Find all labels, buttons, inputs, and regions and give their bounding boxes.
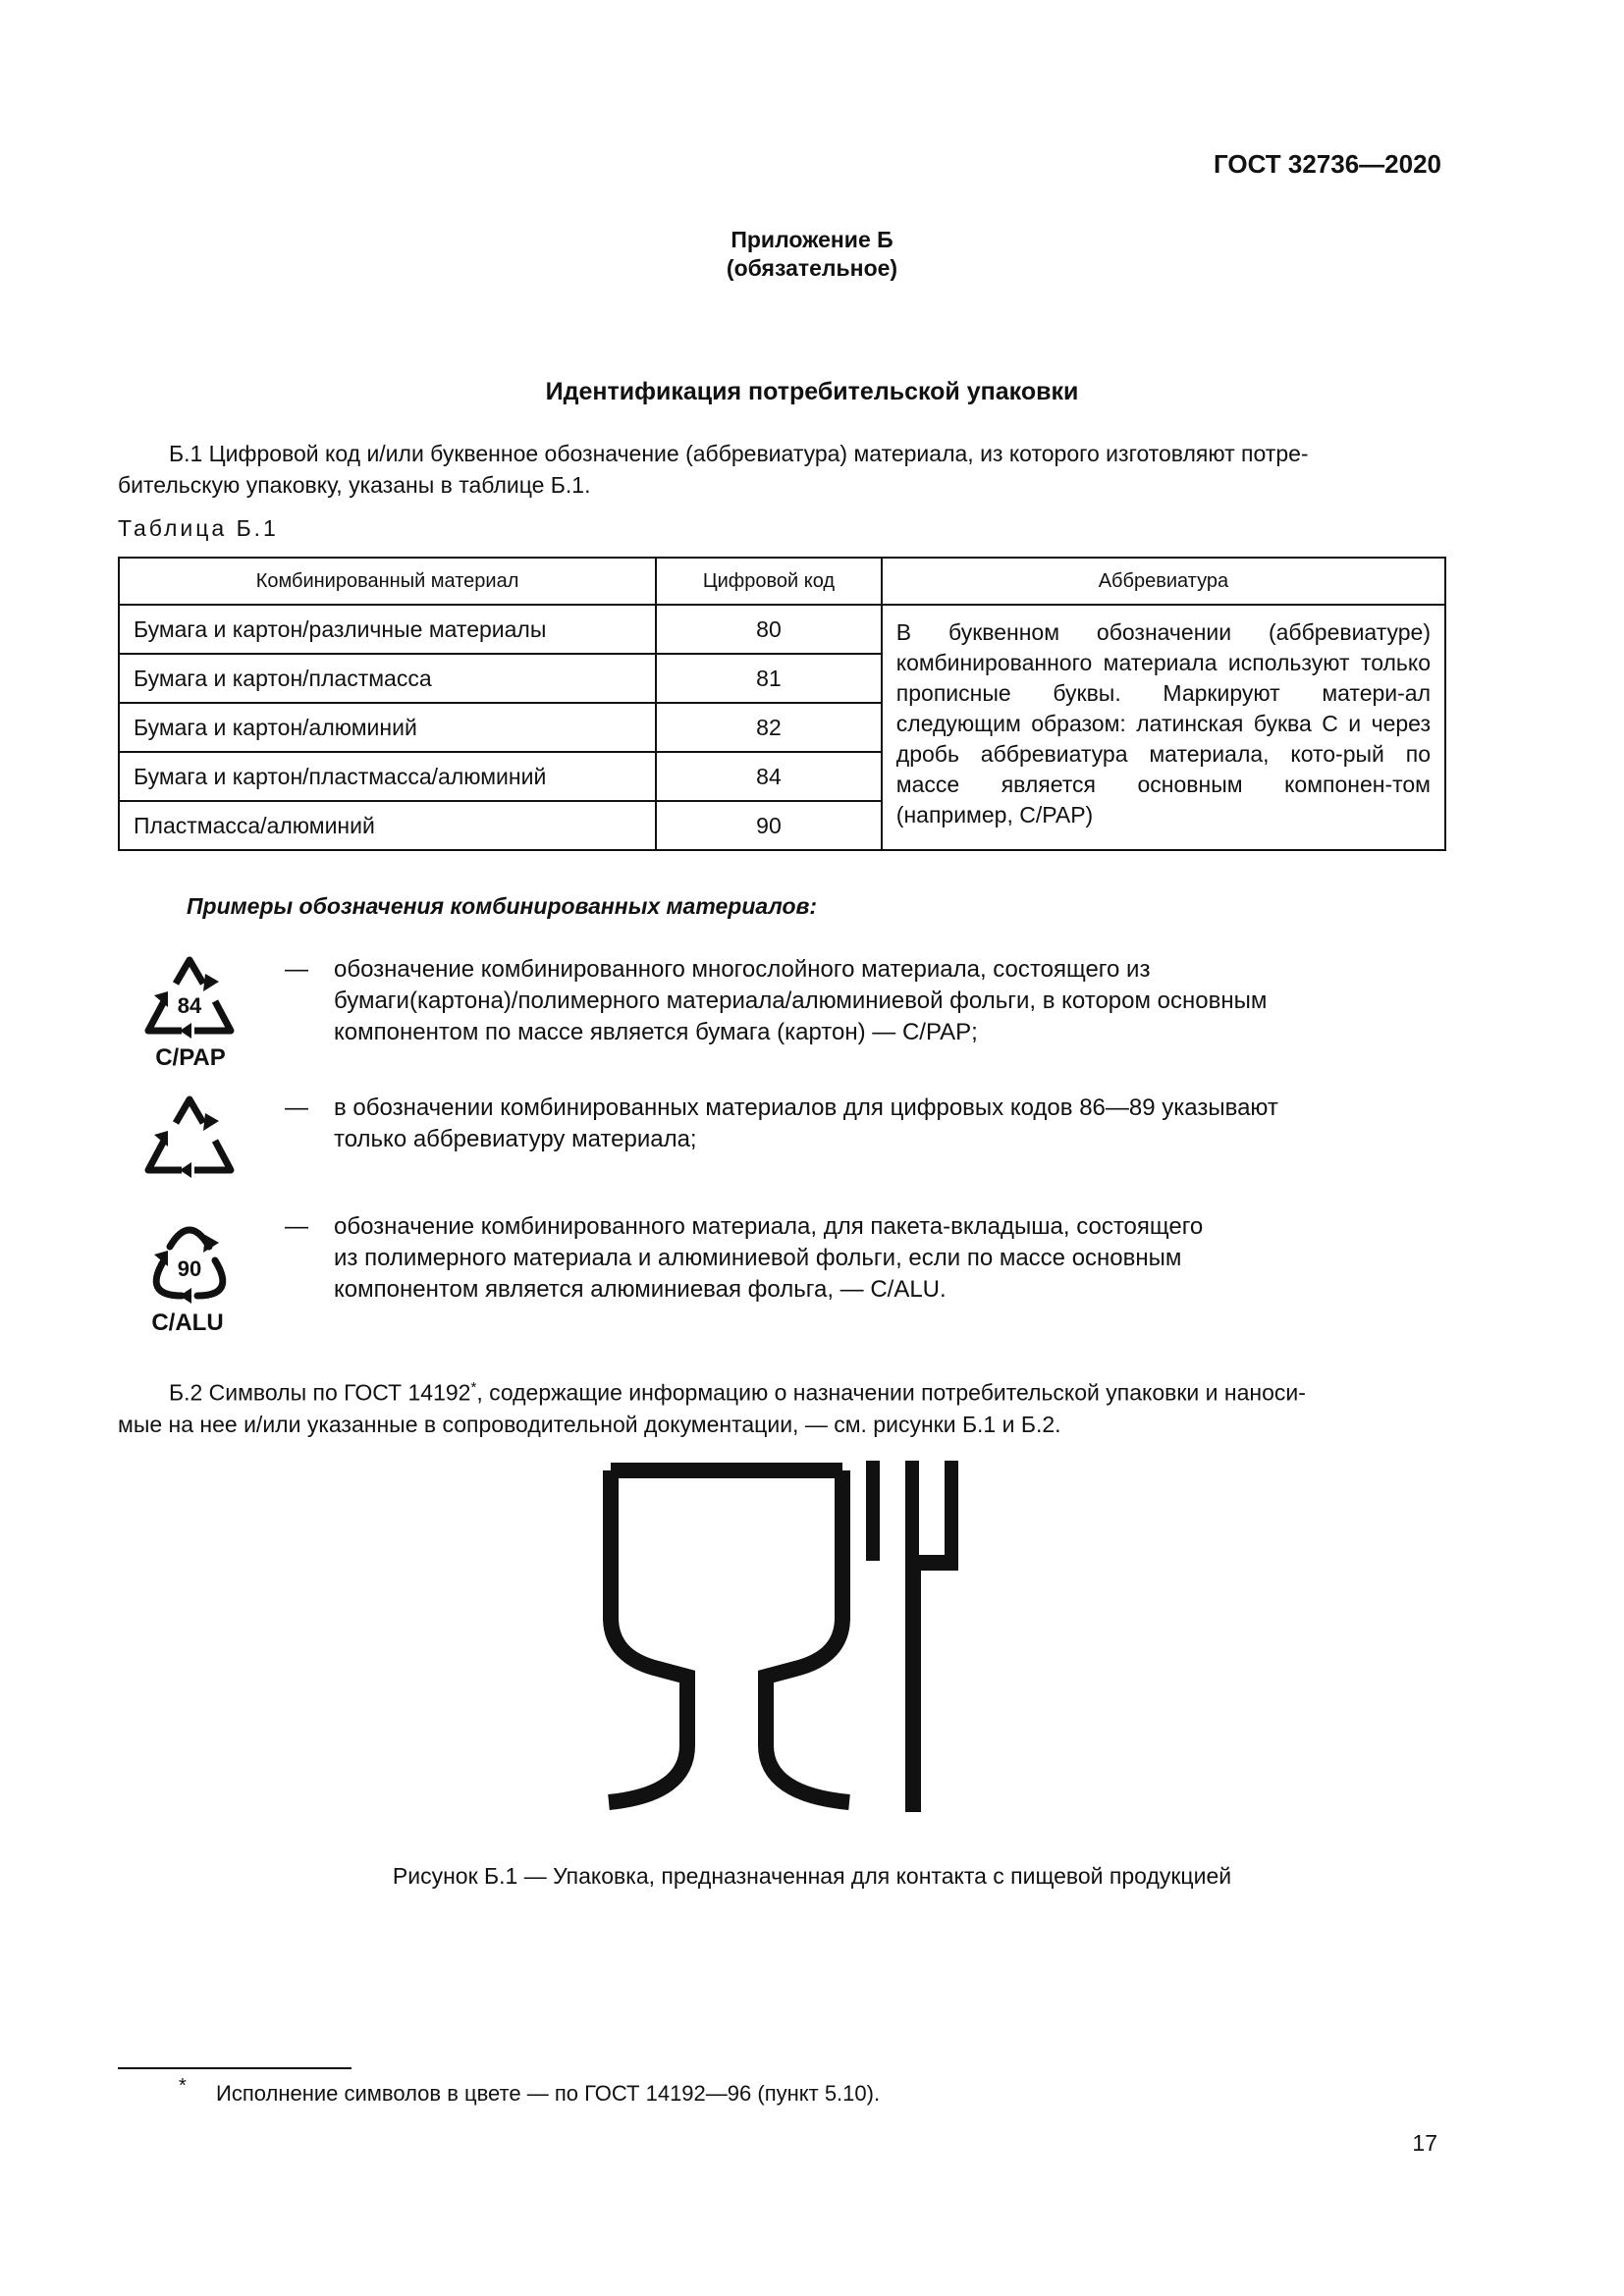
example-line: бумаги(картона)/полимерного материала/алюминиевой фольги, в котором основным [334,988,1268,1014]
paragraph-b2 [118,1372,1443,1440]
cell-material: Пластмасса/алюминий [119,801,656,850]
cell-material: Бумага и картон/пластмасса/алюминий [119,752,656,801]
cell-code: 81 [656,654,882,703]
symbol-90-number: 90 [177,1256,202,1281]
example-dash: — [285,1095,308,1121]
standard-number: ГОСТ 32736—2020 [1214,149,1441,179]
cell-material: Бумага и картон/алюминий [119,703,656,752]
table-row [119,605,1445,654]
example-line: обозначение комбинированного многослойного материала, состоящего из [334,956,1151,983]
recycling-triangle-84-icon [140,952,239,1042]
footnote-mark: * [179,2075,187,2097]
example-dash: — [285,956,308,983]
cell-code: 90 [656,801,882,850]
cell-material: Бумага и картон/пластмасса [119,654,656,703]
paragraph-b1-line1: Б.1 Цифровой код и/или буквенное обозначение (аббревиатура) материала, из которого изготовляют потре- [169,441,1309,466]
table-caption: Таблица Б.1 [118,515,279,541]
paragraph-b2-line1b: , содержащие информацию о назначении потребительской упаковки и наноси- [476,1379,1306,1406]
cell-material: Бумага и картон/различные материалы [119,605,656,654]
paragraph-b2-line2: мые на нее и/или указанные в сопроводительной документации, — см. рисунки Б.1 и Б.2. [118,1411,1061,1437]
annex-title: Приложение Б [731,227,893,252]
header-abbreviation: Аббревиатура [882,558,1445,605]
footnote [179,2075,881,2107]
symbol-calu-label: C/ALU [151,1309,224,1336]
header-code: Цифровой код [656,558,882,605]
table-header-row [119,558,1445,605]
cell-abbreviation-note: В буквенном обозначении (аббревиатуре) комбинированного материала используют только прописные буквы. Маркируют матери-ал следующим образом: латинская буква С и через дробь аббревиатура материала, кото-рый по массе является основным компонен-том (например, C/PAP) [882,605,1445,850]
example-text [334,1211,1443,1306]
example-line: обозначение комбинированного материала, для пакета-вкладыша, состоящего [334,1213,1204,1240]
header-material: Комбинированный материал [119,558,656,605]
cell-code: 80 [656,605,882,654]
materials-table [118,557,1446,851]
example-line: в обозначении комбинированных материалов для цифровых кодов 86—89 указывают [334,1095,1278,1121]
example-line: только аббревиатуру материала; [334,1126,697,1152]
figure-caption: Рисунок Б.1 — Упаковка, предназначенная для контакта с пищевой продукцией [392,1863,1232,1889]
section-title: Идентификация потребительской упаковки [545,378,1079,405]
footnote-text: Исполнение символов в цвете — по ГОСТ 14192—96 (пункт 5.10). [216,2081,881,2106]
paragraph-b1-line2: бительскую упаковку, указаны в таблице Б.1. [118,472,591,498]
example-text [334,954,1443,1048]
footnote-reference: * [470,1379,477,1396]
page-number: 17 [1412,2130,1437,2156]
examples-title: Примеры обозначения комбинированных материалов: [187,893,818,919]
recycling-triangle-90-icon [140,1213,239,1304]
example-line: из полимерного материала и алюминиевой фольги, если по массе основным [334,1245,1182,1271]
glass-fork-food-contact-icon [589,1461,1001,1824]
recycling-triangle-icon [140,1092,239,1182]
example-dash: — [285,1213,308,1240]
cell-code: 84 [656,752,882,801]
annex-heading [0,226,1624,283]
example-text [334,1093,1443,1155]
paragraph-b2-line1a: Б.2 Символы по ГОСТ 14192 [169,1379,471,1406]
cell-code: 82 [656,703,882,752]
annex-status: (обязательное) [726,255,898,281]
paragraph-b1 [118,438,1443,501]
example-line: компонентом является алюминиевая фольга, — C/ALU. [334,1276,947,1303]
symbol-cpap-label: C/PAP [155,1044,226,1071]
example-line: компонентом по массе является бумага (картон) — C/PAP; [334,1019,978,1045]
symbol-84-number: 84 [177,993,202,1018]
footnote-divider [118,2067,352,2069]
